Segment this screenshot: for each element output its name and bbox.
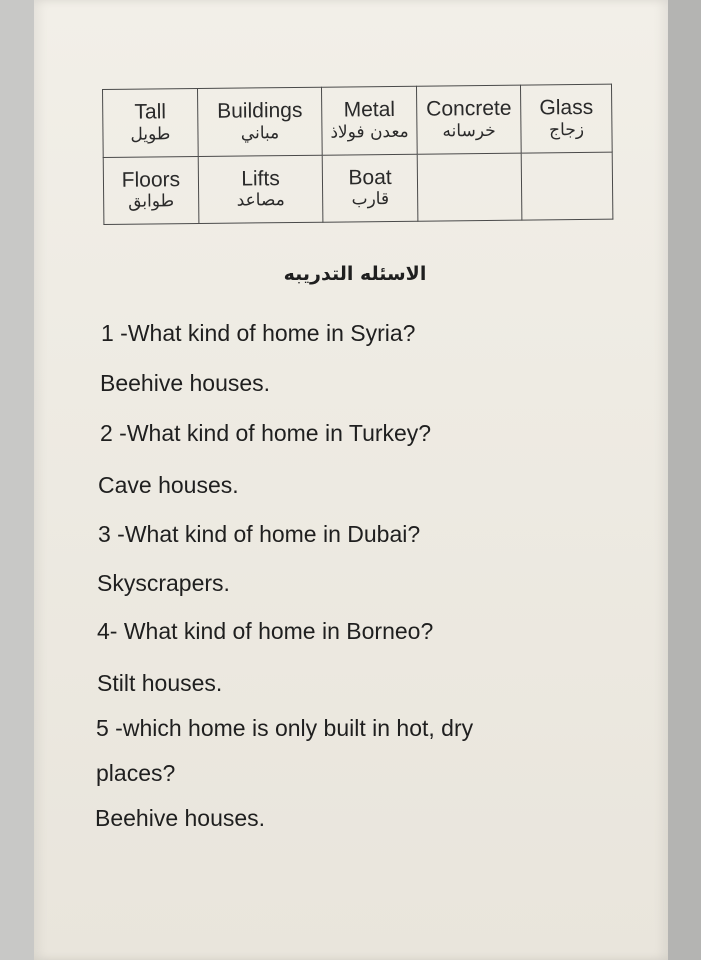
cell-english: Metal <box>343 98 396 122</box>
answer-2: Cave houses. <box>98 472 239 498</box>
cell-arabic: مباني <box>240 122 280 144</box>
cell-english: Boat <box>348 165 392 190</box>
question-1: 1 -What kind of home in Syria? <box>101 320 416 346</box>
answer-3: Skyscrapers. <box>97 570 230 596</box>
cell-arabic: خرسانه <box>442 120 496 141</box>
question-2: 2 -What kind of home in Turkey? <box>100 420 432 446</box>
cell-arabic: طوابق <box>128 191 175 212</box>
question-5-line-2: places? <box>96 760 176 786</box>
section-heading: الاسئله التدريبه <box>283 263 427 285</box>
cell-arabic: معدن فولاذ <box>330 121 409 143</box>
question-3: 3 -What kind of home in Dubai? <box>98 521 421 547</box>
cell-english: Floors <box>121 168 181 192</box>
answer-5: Beehive houses. <box>95 805 266 831</box>
cell-english: Glass <box>539 96 594 120</box>
cell-english: Concrete <box>426 97 512 122</box>
cell-arabic: زجاج <box>549 119 585 140</box>
question-4: 4- What kind of home in Borneo? <box>97 618 434 644</box>
cell-english: Buildings <box>217 99 303 124</box>
cell-arabic: قارب <box>351 189 390 210</box>
answer-1: Beehive houses. <box>100 370 271 396</box>
cell-arabic: طويل <box>130 123 171 145</box>
cell-english: Tall <box>134 100 167 125</box>
answer-4: Stilt houses. <box>97 670 223 696</box>
cell-arabic: مصاعد <box>236 190 285 211</box>
question-5-line-1: 5 -which home is only built in hot, dry <box>96 715 474 741</box>
cell-english: Lifts <box>241 167 280 191</box>
